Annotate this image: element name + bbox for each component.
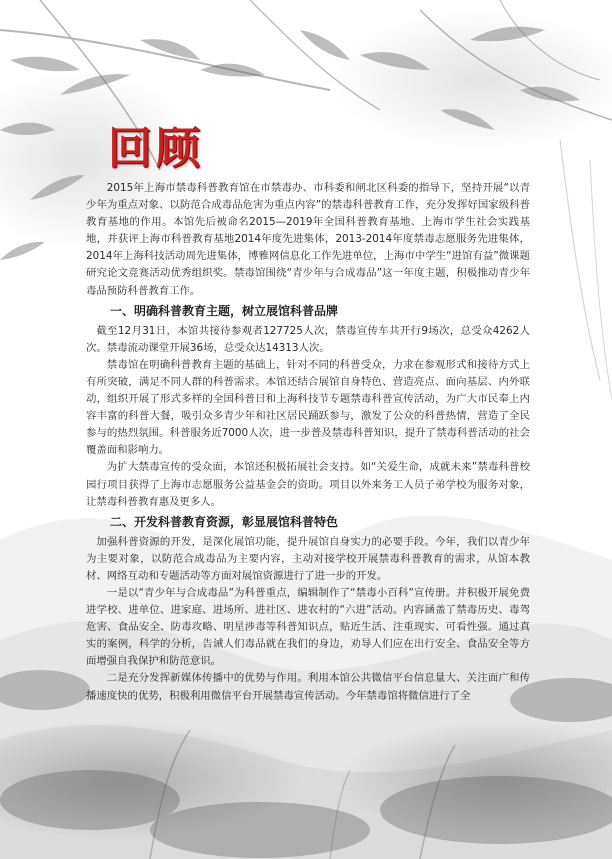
section-1-heading: 一、明确科普教育主题，树立展馆科普品牌 — [110, 303, 339, 318]
section-2-paragraph-2: 一是以“青少年与合成毒品”为科普重点，编辑制作了“禁毒小百科”宣传册。并积极开展免费进学校、进单位、进家庭、进场所、进社区、进农村的“六进”活动。内容涵盖了禁毒历史、毒驾危害、食品安全、防毒攻略、明星涉毒等科普知识点，贴近生活、注重现实、可看性强。通过真实的案例，科学的分析，告诫人们毒品就在我们的身边，劝导人们应在出行安全、食品安全等方面增强自我保护和防范意识。 — [86, 586, 530, 668]
section-1-paragraph-1: 截至12月31日，本馆共接待参观者127725人次，禁毒宣传车共开行9场次，总受众4262人次。禁毒流动课堂开展36场，总受众达14313人次。 — [86, 324, 530, 354]
section-2-paragraph-3: 二是充分发挥新媒体传播中的优势与作用。利用本馆公共微信平台信息量大、关注面广和传播速度快的优势，积极利用微信平台开展禁毒宣传活动。今年禁毒馆将微信进行了全 — [86, 672, 530, 702]
section-2-heading: 二、开发科普教育资源，彰显展馆科普特色 — [110, 514, 339, 529]
section-1-paragraph-2: 禁毒馆在明确科普教育主题的基础上，针对不同的科普受众，力求在参观形式和接待方式上有所突破，满足不同人群的科普需求。本馆还结合展馆自身特色、营造亮点、面向基层、内外联动，组织开展了形式多样的全国科普日和上海科技节专题禁毒科普宣传活动，为广大市民奉上内容丰富的科普大餐，吸引众多青少年和社区居民踊跃参与，激发了公众的科普热情，营造了全民参与的热烈氛围。科普服务近7000人次，进一步普及禁毒科普知识，提升了禁毒科普活动的社会覆盖面和影响力。 — [86, 358, 530, 457]
section-1-paragraph-3: 为扩大禁毒宣传的受众面，本馆还积极拓展社会支持。如“关爱生命，成就未来”禁毒科普校园行项目获得了上海市志愿服务公益基金会的资助。项目以外来务工人员子弟学校为服务对象，让禁毒科普教育惠及更多人。 — [86, 461, 530, 508]
section-2-paragraph-1: 加强科普资源的开发，是深化展馆功能，提升展馆自身实力的必要手段。今年，我们以青少年为主要对象，以防范合成毒品为主要内容，主动对接学校开展禁毒科普教育的需求，从馆本教材、网络互动和专题活动等方面对展馆资源进行了进一步的开发。 — [86, 535, 530, 582]
page-title: 回顾 — [108, 123, 204, 174]
intro-paragraph: 2015年上海市禁毒科普教育馆在市禁毒办、市科委和闸北区科委的指导下，坚持开展“以青少年为重点对象、以防范合成毒品危害为重点内容”的禁毒科普教育工作，充分发挥好国家级科普教育基地的作用。本馆先后被命名2015—2019年全国科普教育基地、上海市学生社会实践基地，并获评上海市科普教育基地2014年度先进集体，2013-2014年度禁毒志愿服务先进集体，2014年上海科技活动周先进集体，博雅网信息化工作先进单位，上海市中学生“进馆有益”微课题研究论文竞赛活动优秀组织奖。禁毒馆围绕“青少年与合成毒品”这一年度主题，积极推动青少年毒品预防科普教育工作。 — [86, 182, 530, 297]
article-body — [86, 180, 530, 705]
